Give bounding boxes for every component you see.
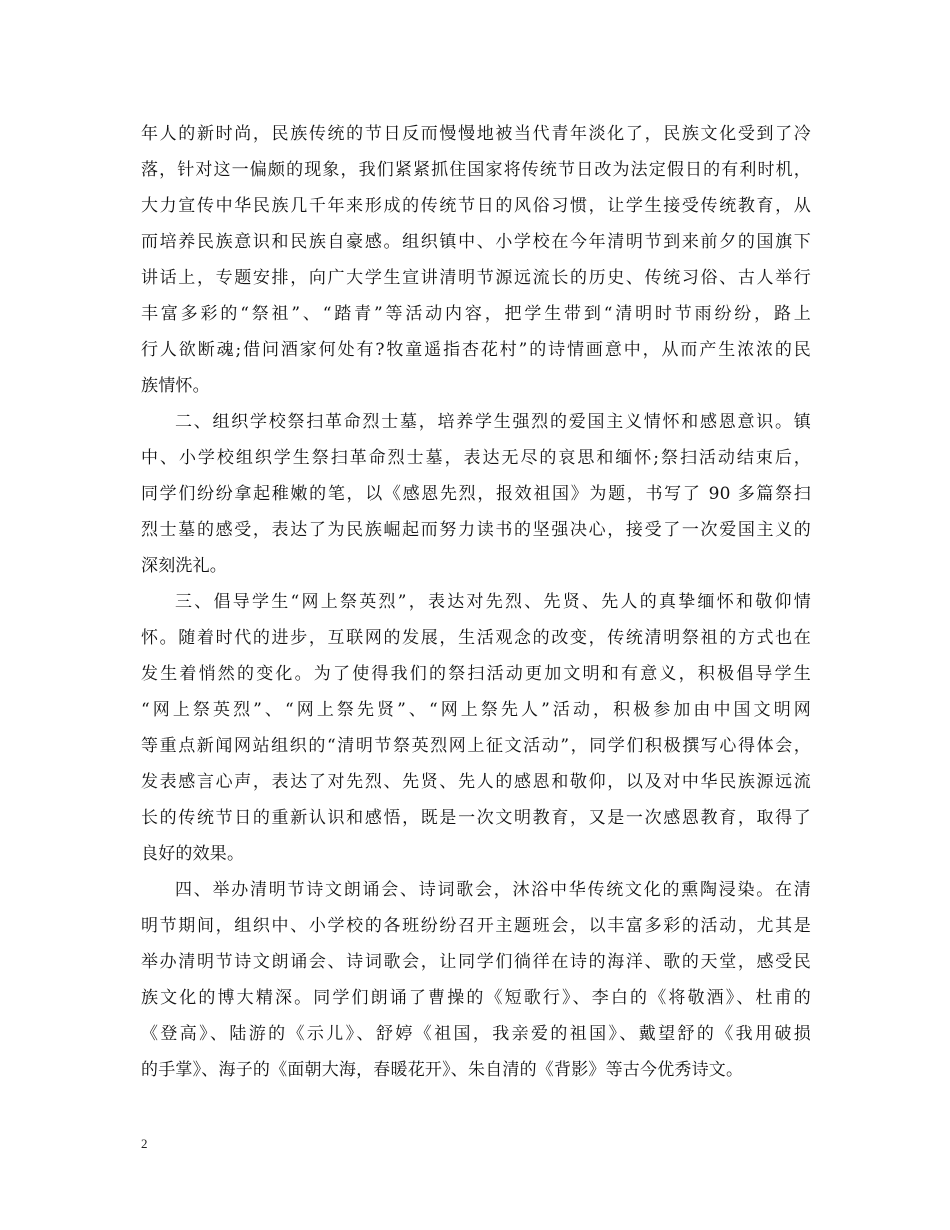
paragraph-first-line: 四、举办清明节诗文朗诵会、诗词歌会，沐浴中华传统文化的熏陶浸染。在清 xyxy=(175,880,811,900)
text-line: 丰富多彩的“祭祖”、“踏青”等活动内容，把学生带到“清明时节雨纷纷，路上 xyxy=(141,304,811,324)
text-line: 中、小学校组织学生祭扫革命烈士墓，表达无尽的哀思和缅怀;祭扫活动结束后， xyxy=(141,448,811,468)
paragraph-first-line: 二、组织学校祭扫革命烈士墓，培养学生强烈的爱国主义情怀和感恩意识。镇 xyxy=(175,412,811,432)
text-line: 讲话上，专题安排，向广大学生宣讲清明节源远流长的历史、传统习俗、古人举行 xyxy=(141,268,811,288)
text-line: 发表感言心声，表达了对先烈、先贤、先人的感恩和敬仰，以及对中华民族源远流 xyxy=(141,772,811,792)
paragraph-first-line: 三、倡导学生“网上祭英烈”，表达对先烈、先贤、先人的真挚缅怀和敬仰情 xyxy=(175,592,811,612)
text-line: 年人的新时尚，民族传统的节日反而慢慢地被当代青年淡化了，民族文化受到了冷 xyxy=(141,124,811,144)
text-line: 《登高》、陆游的《示儿》、舒婷《祖国，我亲爱的祖国》、戴望舒的《我用破损 xyxy=(141,1024,811,1044)
text-line: 而培养民族意识和民族自豪感。组织镇中、小学校在今年清明节到来前夕的国旗下 xyxy=(141,232,811,252)
text-line: 深刻洗礼。 xyxy=(141,556,227,576)
text-line: “网上祭英烈”、“网上祭先贤”、“网上祭先人”活动，积极参加由中国文明网 xyxy=(141,700,811,720)
text-line: 的手掌》、海子的《面朝大海，春暖花开》、朱自清的《背影》等古今优秀诗文。 xyxy=(141,1060,744,1080)
text-line: 等重点新闻网站组织的“清明节祭英烈网上征文活动”，同学们积极撰写心得体会， xyxy=(141,736,811,756)
text-line: 同学们纷纷拿起稚嫩的笔，以《感恩先烈，报效祖国》为题，书写了 90 多篇祭扫 xyxy=(141,484,811,504)
text-line: 举办清明节诗文朗诵会、诗词歌会，让同学们徜徉在诗的海洋、歌的天堂，感受民 xyxy=(141,952,811,972)
page-number: 2 xyxy=(141,1136,148,1151)
text-line: 怀。随着时代的进步，互联网的发展，生活观念的改变，传统清明祭祖的方式也在 xyxy=(141,628,811,648)
text-line: 烈士墓的感受，表达了为民族崛起而努力读书的坚强决心，接受了一次爱国主义的 xyxy=(141,520,811,540)
text-line: 族情怀。 xyxy=(141,376,210,396)
text-line: 明节期间，组织中、小学校的各班纷纷召开主题班会，以丰富多彩的活动，尤其是 xyxy=(141,916,811,936)
text-line: 族文化的博大精深。同学们朗诵了曹操的《短歌行》、李白的《将敬酒》、杜甫的 xyxy=(141,988,811,1008)
body-text xyxy=(141,116,811,1088)
text-line: 大力宣传中华民族几千年来形成的传统节日的风俗习惯，让学生接受传统教育，从 xyxy=(141,196,811,216)
text-line: 良好的效果。 xyxy=(141,844,245,864)
text-line: 长的传统节日的重新认识和感悟，既是一次文明教育，又是一次感恩教育，取得了 xyxy=(141,808,811,828)
text-line: 发生着悄然的变化。为了使得我们的祭扫活动更加文明和有意义，积极倡导学生 xyxy=(141,664,811,684)
text-line: 行人欲断魂;借问酒家何处有?牧童遥指杏花村”的诗情画意中，从而产生浓浓的民 xyxy=(141,340,811,360)
text-line: 落，针对这一偏颇的现象，我们紧紧抓住国家将传统节日改为法定假日的有利时机， xyxy=(141,160,811,180)
